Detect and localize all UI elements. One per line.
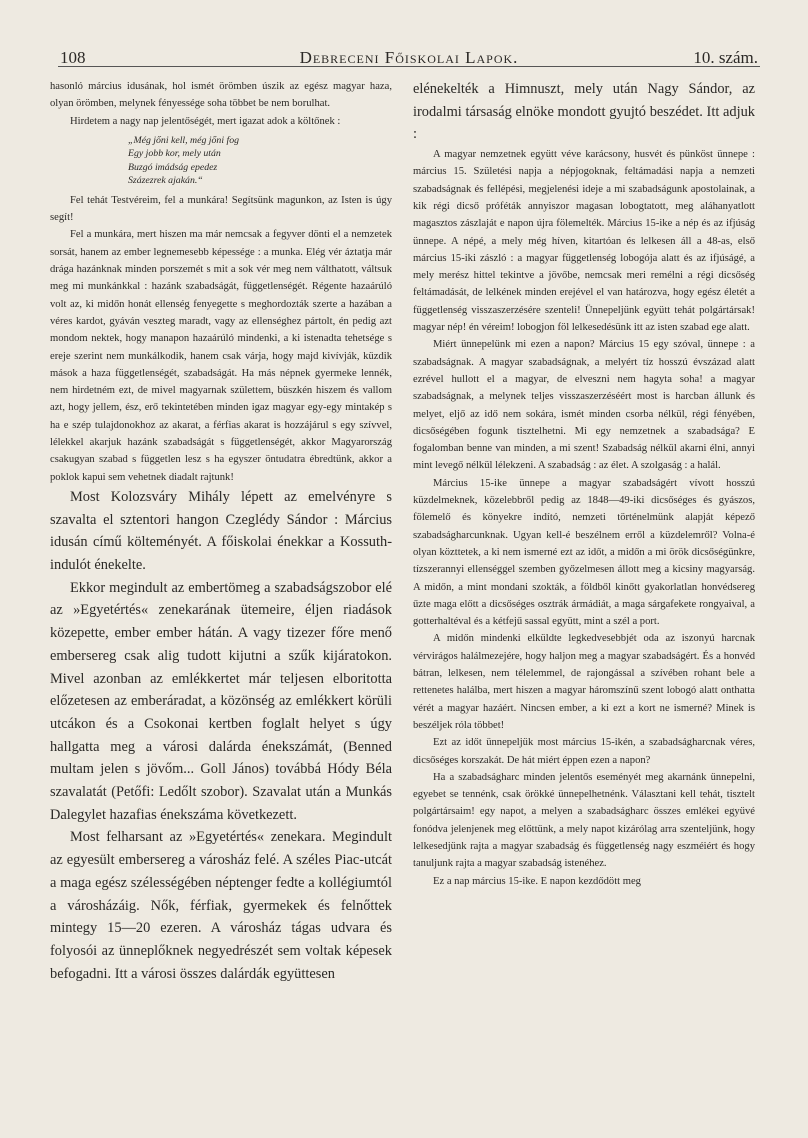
right-paragraph-5: A midőn mindenki elküldte legkedvesebbjét oda az iszonyú harcnak vérvirágos halálmezejére, hogy haljon meg a magyar szabadságért. És a honvéd bátran, lelkesen, nem télelemmel, de rajongással a szívében rohant bele a rettenetes halálba, mert hiszen a magyar háromszínű szent lobogó alatt onthatta vérét a magyar hazáért. Nincsen ember, a ki ezt a kort ne ismerné? Minek is beszéljek róla többet!: [413, 633, 755, 731]
issue-number: 10. szám.: [693, 48, 758, 67]
right-paragraph-7: Ha a szabadságharc minden jelentős eseményét meg akarnánk ünnepelni, egyebet se tennénk, csak örökké ünnepelhetnénk. Választani kell tehát, tisztelt polgártársaim! egy napot, a melyen a szabadságharc összes emlékei együvé fonódva jelenjenek meg előttünk, a mely napot kizárólag arra szenteljünk, hogy lelkesedjünk rajta a magyar szabadság és függetlenség nagy eszméiért és hogy tanuljunk rajta a magyar szabadság istenéhez.: [413, 771, 755, 870]
left-paragraph-6: Ekkor megindult az embertömeg a szabadságszobor elé az »Egyetértés« zenekarának ütemeire, éljen riadások közepette, ember ember hátán. A vagy tizezer főre menő embersereg csak alig tudott kijutni a szűk kijáratokon. Mivel azonban az emlékkertet már teljesen elboritotta előzetesen az emberáradat, a közönség az emlékkert körüli utcákon és a Csokonai kertben foglalt helyet s úgy hallgatta meg a városi dalárda énekszámát, (Benned multam jelen s jövőm... Goll János) továbbá Hódy Béla szavalatát (Petőfi: Ledőlt szobor). Szavalat után a Munkás Dalegylet hazafias énekszáma következett.: [50, 579, 392, 823]
left-column: [50, 78, 392, 985]
right-column: [413, 78, 755, 890]
right-paragraph-1: elénekelték a Himnuszt, mely után Nagy Sándor, az irodalmi társaság elnöke mondott gyujtó beszédet. Itt adjuk :: [413, 81, 755, 143]
right-paragraph-8: Ez a nap március 15-ike. E napon kezdődött meg: [433, 875, 641, 887]
left-paragraph-5: Most Kolozsváry Mihály lépett az emelvényre s szavalta el sztentori hangon Czeglédy Sándor : Március idusán című költeményét. A főiskolai énekkar a Kossuth-indulót énekelte.: [50, 488, 392, 574]
poem-quote: [128, 134, 392, 188]
right-paragraph-4: Március 15-ike ünnepe a magyar szabadságért vívott hosszú küzdelmeknek, közelebbről pedig az 1848—49-iki dicsőséges és gyászos, fölemelő és könyekre indító, nemzeti történelmünk alapját képező szabadságharcunknak. Ugyan kell-é beszélnem erről a küzdelemről? Volna-é olyan közttetek, a ki nem ismerné ezt az időt, a midőn a mi örök dicsőségünkre, tízszerannyi ellenséggel szemben győzelmesen állott meg a kicsiny magyarság. A midőn, a mint mondani szokták, a földből kinőtt gyakorlatlan honvédsereg űzte maga előtt a dicsőséges osztrák ármádiát, a maga sárgafekete rongyaival, a gotterhaltéval és a kétfejű sassal együtt, mint a szél a port.: [413, 477, 755, 628]
right-paragraph-2: A magyar nemzetnek együtt véve karácsony, husvét és pünköst ünnepe : március 15. Születési napja a népjogoknak, feltámadási napja a nemzeti szabadságnak és fellépési, megjelenési ideje a mi szabadságunk apostolainak, a kik régi dicső próféták annyiszor magasan lobogtatott, meg aláhanyatlott magasztos zászlaját e napon újra fölemelték. Március 15-ike a nép és az ifjúság ünnepe. A népé, a mely még híven, kitartóan és lelkesen áll a 48-as, első március 15-iki zászló : a magyar függetlenség lobogója alatt és az ifjúságé, a mely merész hittel tekintve a jövőbe, nemcsak meri remélni a régi dicsőség feltámadását, de lelkének minden erejével el van határozva, hogy egész életét a függetlenség visszaszerzésére szenteli! Ünnepeljünk együtt tehát polgártársak! magyar nép! én véreim! lobogjon föl lelkesedésünk itt az isten szabad ege alatt.: [413, 149, 755, 334]
left-paragraph-1: hasonló március idusának, hol ismét örömben úszik az egész magyar haza, olyan örömben, melynek fényessége soha többet be nem borulhat.: [50, 81, 392, 110]
page-number: 108: [60, 48, 86, 67]
left-paragraph-3: Fel tehát Testvéreim, fel a munkára! Segítsünk magunkon, az Isten is úgy segít!: [50, 194, 392, 224]
left-paragraph-2: Hirdetem a nagy nap jelentőségét, mert igazat adok a költőnek :: [70, 115, 341, 127]
right-paragraph-6: Ezt az időt ünnepeljük most március 15-ikén, a szabadságharcnak véres, dicsőséges korszakát. De hát miért éppen ezen a napon?: [413, 737, 755, 766]
poem-line: Százezrek ajakán.“: [128, 175, 203, 187]
poem-line: Buzgó imádság epedez: [128, 161, 218, 173]
publication-title: Debreceni Főiskolai Lapok.: [299, 48, 519, 67]
page-header: [58, 42, 760, 67]
right-paragraph-3: Miért ünnepelünk mi ezen a napon? Március 15 egy szóval, ünnepe : a szabadságnak. A magyar szabadságnak, a melyért tíz hosszú évszázad alatt ezrével hullott el a magyar, de elveszni nem hagyta soha! a magyar szabadságnak, a melynek teljes visszaszerzéséért most is harcban állunk és melyet, eljő az idő nem sokára, ismét minden csorba nélkül, régi fényében, dicsőségében fogunk tisztelhetni. Mi egy nemzetnek a szabadsága? E fogalomban benne van minden, a mi szent! Szabadság nélkül akarni élni, annyi mint levegő nélkül lélekzeni. A szabadság : az élet. A szolgaság : a halál.: [413, 339, 755, 472]
left-paragraph-7: Most felharsant az »Egyetértés« zenekara. Megindult az egyesült embersereg a városház felé. A széles Piac-utcát a maga egész szélességében néptenger fedte a kollégiumtól a városházáig. Nők, férfiak, gyermekek és felnőttek mintegy 15—20 ezeren. A városház tágas udvara és folyosói az ünneplőknek negyedrészét sem voltak képesek befogadni. Itt a városi összes dalárdák együttesen: [50, 829, 392, 982]
left-paragraph-4: Fel a munkára, mert hiszen ma már nemcsak a fegyver dönti el a nemzetek sorsát, hanem az ember legnemesebb képessége : a munka. Elég vér áztatja már drága hazánknak minden porszemét s mit a sok vér meg nem válthatott, váltsuk meg mi munkánkkal : hazánk szabadságát, függetlenségét. Régente hazaárúló volt az, ki midőn honát ellenség fenyegette s meghordozták szerte a hazában a véres kardot, gyáván veszteg maradt, vagy az ellenséghez pártolt, én pedig azt mondom nektek, hogy manapon hazaárúló mindenki, a ki istenadta tehetsége s ereje szerint nem munkálkodik, hanem csak várja, hogy majd kivívják, küzdik mások a haza függetlenségét, szabadságát. Ha más népnek gyermeke lennék, nem hirdetném ezt, de mivel magyarnak születtem, büszkén hiszem és vallom azt, hogy jellem, ész, erő tekintetében minden igaz magyar egy-egy mintakép s ha e szép tulajdonokhoz az akarat, a férfias akarat is hozzájárul s egy szívvel, lélekkel akarjuk hazánk szabadságát s függetlenségét, akkor Magyarország csakugyan szabad s független lesz s ha egyszer öntudatra ébredtünk, akkor a poklok kapui sem vehetnek diadalt rajtunk!: [50, 229, 392, 483]
poem-line: Egy jobb kor, mely után: [128, 148, 221, 160]
poem-line: „Még jőni kell, még jőni fog: [128, 134, 240, 146]
